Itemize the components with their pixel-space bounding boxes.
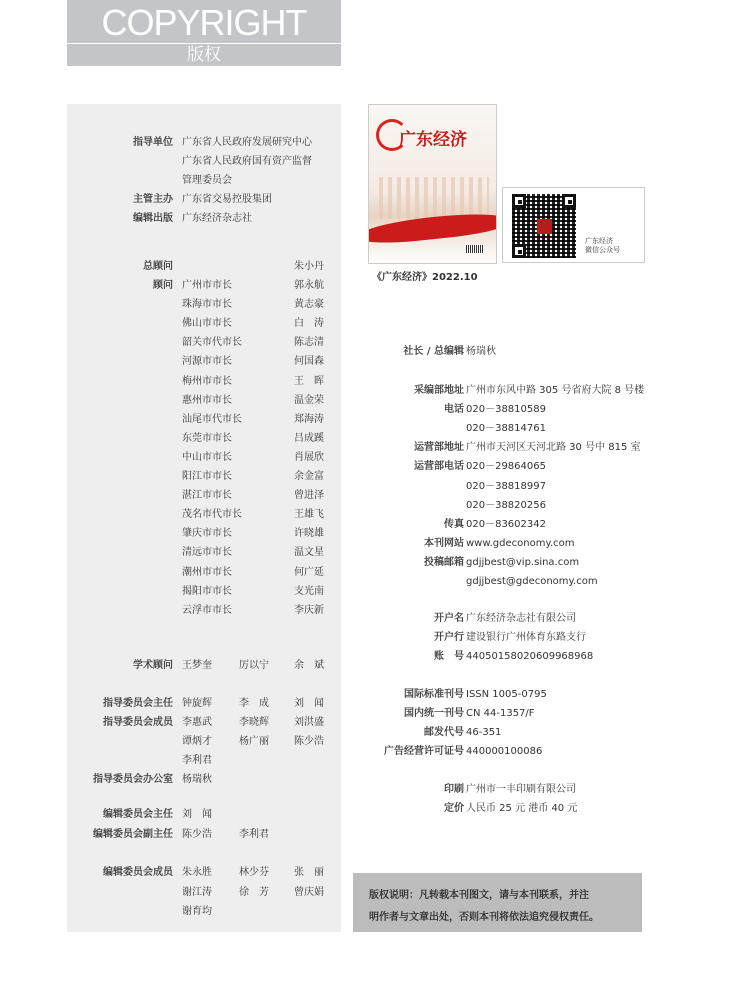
advisor-name: 支光南 [294,585,324,597]
advisor-title: 中山市市长 [182,451,232,463]
advisor-name: 王雄飞 [294,509,324,521]
advisor-title: 阳江市市长 [182,471,232,482]
advisor-title: 广州市市长 [182,280,232,291]
header-title-zh: 版权 [187,45,221,65]
bank-label: 开户名 [434,613,464,624]
advisor-title: 惠州市市长 [182,394,232,406]
registration-value: ISSN 1005-0795 [466,689,547,700]
print-value: 广州市一丰印刷有限公司 [466,784,576,795]
bank-value: 44050158020609968968 [466,651,594,663]
committee-member: 陈少浩 [182,829,212,840]
registration-label: 邮发代号 [424,727,464,739]
advisor-title: 清远市市长 [182,547,232,559]
advisor-title: 东莞市市长 [182,432,232,444]
committee-member: 李惠武 [182,717,212,729]
advisor-name: 郭永航 [294,280,324,291]
registration-value: 46-351 [466,727,502,739]
advisor-title: 云浮市市长 [182,604,232,616]
print-label: 印刷 [444,784,464,795]
advisor-title: 汕尾市代市长 [182,413,242,425]
registration-label: 国际标准刊号 [404,689,464,700]
advisor-name: 白 涛 [294,318,324,330]
committee-member: 刘 闻 [294,698,324,709]
committee-member: 谢育均 [182,906,212,917]
contacts-value: 广州市东风中路 305 号省府大院 8 号楼 [466,385,645,396]
advisor-name: 何国森 [294,356,324,368]
advisor-name: 吕成蹊 [294,432,324,444]
president-label: 社长 / 总编辑 [403,346,464,357]
committee-member: 谭炳才 [182,736,212,748]
advisor-name: 郑海涛 [294,413,324,425]
contacts-label: 电话 [444,404,464,416]
print-label: 定价 [444,803,464,815]
publisher-value: 广东经济杂志社 [182,213,252,224]
committee-member: 钟旋辉 [182,698,212,709]
committee-label: 编辑委员会主任 [103,809,173,820]
sponsor-label: 主管主办 [133,194,173,205]
guidance-value: 广东省人民政府国有资产监督 [182,156,312,167]
academic-advisor-name: 厉以宁 [239,660,269,671]
academic-advisor-label: 学术顾问 [133,660,173,671]
committee-member: 朱永胜 [182,867,212,878]
contacts-label: 传真 [444,518,464,530]
contacts-value: 020－38820256 [466,499,546,511]
registration-label: 国内统一刊号 [404,708,464,720]
qr-caption [585,237,620,255]
committee-member: 徐 芳 [239,886,269,898]
guidance-value: 广东省人民政府发展研究中心 [182,137,312,148]
qr-code-icon [512,194,576,258]
header-title-en: COPYRIGHT [101,2,307,43]
advisor-title: 河源市市长 [182,356,232,368]
contacts-label: 本刊网站 [424,537,464,549]
advisors-label: 顾问 [153,280,173,291]
committee-label: 指导委员会办公室 [93,774,173,786]
cover-skyline-graphic [379,177,489,219]
advisor-title: 潮州市市长 [182,566,232,578]
committee-member: 林少芬 [239,867,269,878]
bank-value: 建设银行广州体育东路支行 [466,632,586,644]
committee-member: 刘洪盛 [294,717,324,729]
qr-caption-line1: 广东经济 [585,237,613,245]
committee-label: 编辑委员会成员 [103,867,173,878]
advisor-name: 何广延 [294,566,324,578]
advisor-name: 余金富 [294,471,324,482]
registration-label: 广告经营许可证号 [384,746,464,758]
contacts-label: 运营部电话 [414,461,464,473]
chief-advisor-name: 朱小丹 [294,261,324,272]
committee-member: 李晓辉 [239,717,269,729]
registration-value: CN 44-1357/F [466,708,535,720]
advisor-name: 肖展欣 [294,451,324,463]
committee-member: 谢江涛 [182,886,212,898]
masthead-left-panel [67,104,341,932]
contacts-value: 020－38810589 [466,404,546,416]
committee-member: 陈少浩 [294,736,324,748]
advisor-name: 陈志清 [294,337,324,349]
contacts-value: 020－29864065 [466,461,546,473]
advisor-title: 韶关市代市长 [182,337,242,349]
contacts-value: www.gdeconomy.com [466,537,575,549]
qr-finder-icon [512,194,526,208]
committee-member: 杨广丽 [239,736,269,748]
contacts-value: 020－38818997 [466,480,546,492]
committee-member: 杨瑞秋 [182,774,212,786]
contacts-label: 运营部地址 [414,442,464,454]
advisor-title: 佛山市市长 [182,318,232,330]
advisor-name: 温金荣 [294,394,324,406]
advisor-name: 曾进泽 [294,490,324,502]
barcode-icon [466,245,484,253]
sponsor-value: 广东省交易控股集团 [182,194,272,205]
bank-label: 账 号 [434,651,464,663]
qr-logo-icon [537,219,552,234]
contacts-label: 采编部地址 [414,385,464,396]
advisor-title: 茂名市代市长 [182,509,242,521]
advisor-title: 肇庆市市长 [182,528,232,540]
wechat-qr-box [502,187,645,263]
qr-finder-icon [512,244,526,258]
advisor-name: 李庆新 [294,604,324,616]
contacts-value: 广州市天河区天河北路 30 号中 815 室 [466,442,641,454]
contacts-value: 020－83602342 [466,518,546,530]
contacts-label: 投稿邮箱 [424,556,464,568]
cover-title: 广东经济 [399,130,467,150]
committee-member: 刘 闻 [182,809,212,820]
president-value: 杨瑞秋 [466,346,496,357]
advisor-name: 许晓雄 [294,528,324,540]
copyright-notice [353,873,642,932]
committee-member: 李 成 [239,698,269,709]
contacts-value: 020－38814761 [466,423,546,435]
advisor-name: 黄志豪 [294,299,324,311]
academic-advisor-name: 王梦奎 [182,660,212,671]
committee-member: 李利君 [239,829,269,840]
notice-line1: 版权说明：凡转载本刊图文，请与本刊联系，并注 [369,890,589,901]
qr-caption-line2: 微信公众号 [585,246,620,254]
advisor-title: 梅州市市长 [182,375,232,387]
cover-caption: 《广东经济》2022.10 [372,272,478,283]
header-divider [67,43,341,44]
magazine-cover-image [368,104,497,264]
bank-value: 广东经济杂志社有限公司 [466,613,576,624]
advisor-name: 温文星 [294,547,324,559]
guidance-label: 指导单位 [133,137,173,148]
committee-member: 曾庆娟 [294,886,324,898]
committee-member: 张 丽 [294,867,324,878]
notice-line2: 明作者与文章出处，否则本刊将依法追究侵权责任。 [369,912,599,923]
advisor-name: 王 晖 [294,375,324,387]
bank-label: 开户行 [434,632,464,644]
committee-label: 编辑委员会副主任 [93,829,173,840]
registration-value: 440000100086 [466,746,543,758]
contacts-value: gdjjbest@gdeconomy.com [466,576,598,587]
print-value: 人民币 25 元 港币 40 元 [466,803,578,815]
advisor-title: 珠海市市长 [182,299,232,311]
committee-label: 指导委员会主任 [103,698,173,709]
academic-advisor-name: 余 斌 [294,660,324,671]
advisor-title: 揭阳市市长 [182,585,232,597]
publisher-label: 编辑出版 [133,213,173,224]
copyright-header [67,0,341,66]
committee-member: 李利君 [182,755,212,767]
contacts-value: gdjjbest@vip.sina.com [466,556,580,568]
guidance-value: 管理委员会 [182,175,232,186]
chief-advisor-label: 总顾问 [143,261,173,272]
qr-finder-icon [562,194,576,208]
advisor-title: 湛江市市长 [182,490,232,502]
committee-label: 指导委员会成员 [103,717,173,729]
